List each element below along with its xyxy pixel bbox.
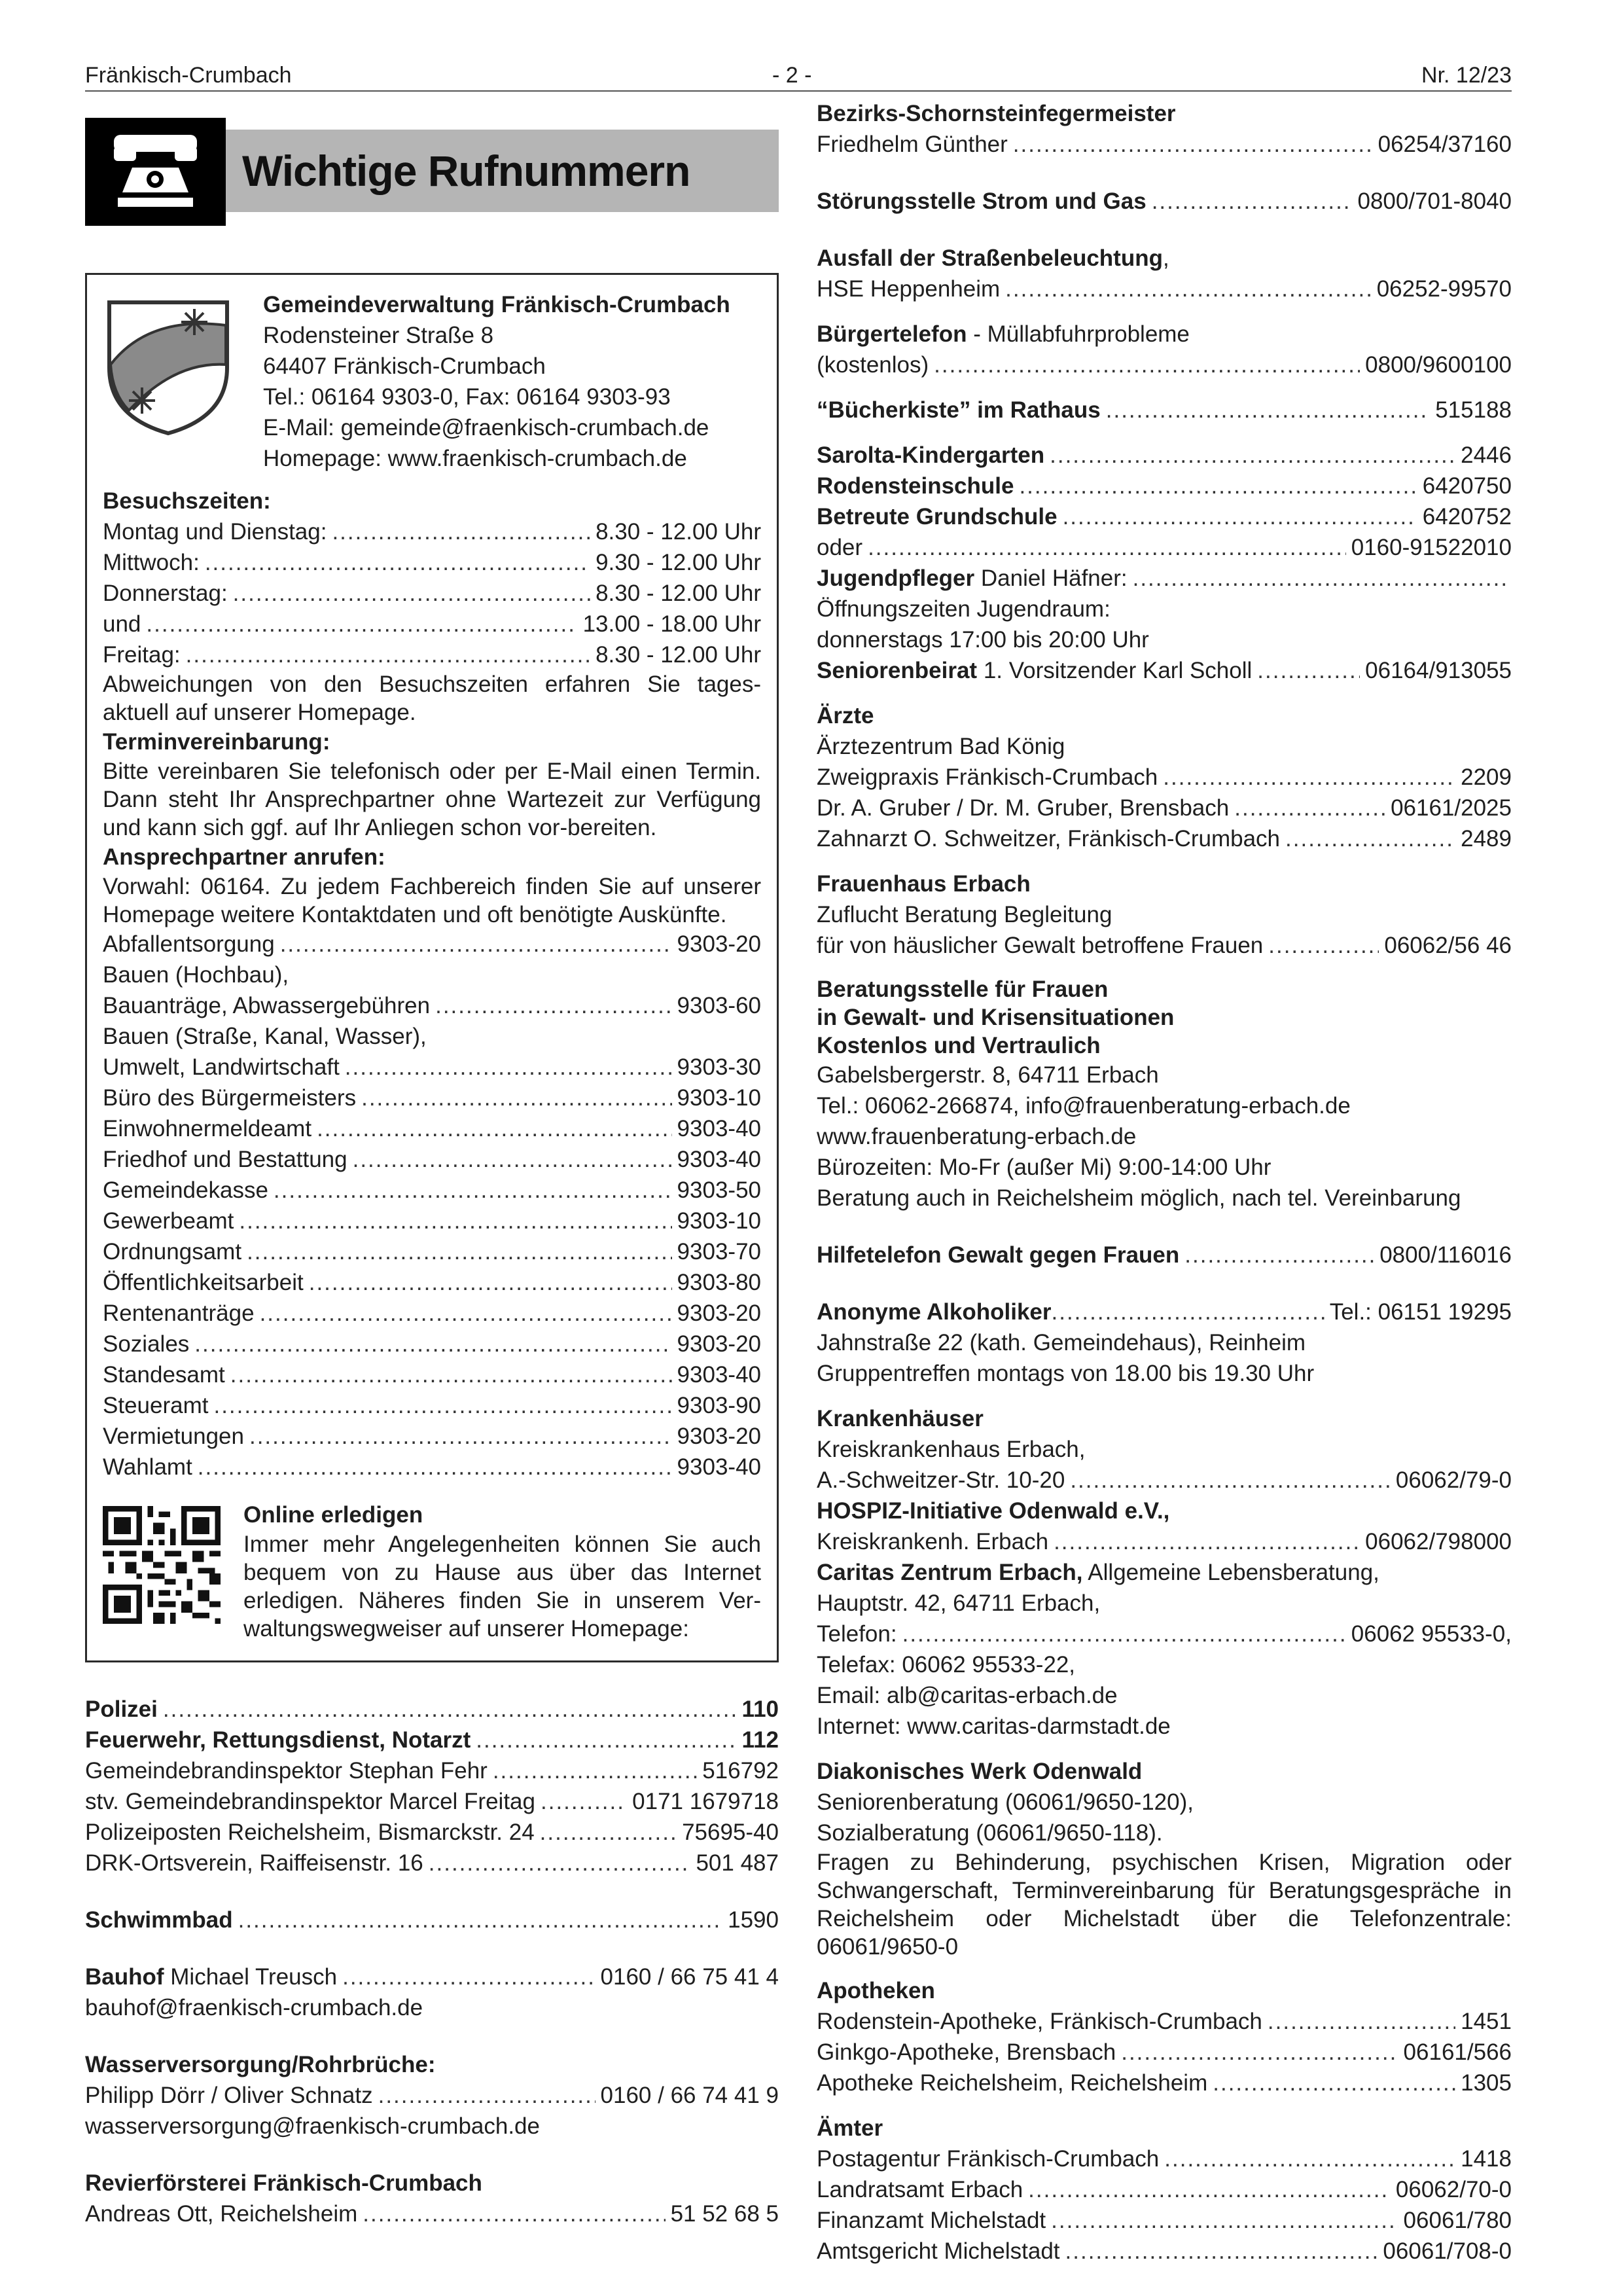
caritas-phone-row: Telefon: ..... 06062 95533-0,	[817, 1619, 1512, 1649]
gemeinde-header	[103, 289, 761, 486]
qr-code-icon[interactable]	[103, 1506, 221, 1624]
department-row: Soziales ..... 9303-20	[103, 1329, 761, 1359]
department-row: Steueramt ..... 9303-90	[103, 1390, 761, 1421]
besuchszeiten-heading: Besuchszeiten:	[103, 488, 271, 514]
amt-row: Finanzamt Michelstadt ..... 06061/780	[817, 2205, 1512, 2236]
bauhof-group	[85, 1962, 779, 2023]
fire-row: Feuerwehr, Rettungsdienst, Notarzt ..... 112	[85, 1725, 779, 1755]
senioren-row: Seniorenbeirat 1. Vorsitzender Karl Scholl ..... 06164/913055	[817, 655, 1512, 686]
department-list	[103, 929, 761, 1482]
jugend-line2: Öffnungszeiten Jugendraum:	[817, 596, 1111, 622]
schornstein-heading: Bezirks-Schornsteinfegermeister	[817, 101, 1176, 126]
stoerung-group	[817, 186, 1512, 217]
schwimmbad-row: Schwimmbad ..... 1590	[85, 1905, 779, 1935]
emergency-row: Gemeindebrandinspektor Stephan Fehr ..... 516792	[85, 1755, 779, 1786]
oder-row: oder ..... 0160-91522010	[817, 532, 1512, 563]
termin-text: Bitte vereinbaren Sie telefonisch oder per E-Mail einen Termin. Dann steht Ihr Ansprechpartner ohne Wartezeit zur Verfügung und kann sich ggf. auf Ihr Anliegen schon vor-bereiten.	[103, 759, 761, 840]
schornstein-group	[817, 98, 1512, 160]
stoerung-row: Störungsstelle Strom und Gas ..... 0800/701-8040	[817, 186, 1512, 217]
apotheke-row: Ginkgo-Apotheke, Brensbach ..... 06161/566	[817, 2037, 1512, 2068]
caritas-heading: Caritas Zentrum Erbach, Allgemeine Lebensberatung,	[817, 1560, 1379, 1585]
aerzte-row: Dr. A. Gruber / Dr. M. Gruber, Brensbach ..... 06161/2025	[817, 793, 1512, 823]
department-row: Rentenanträge ..... 9303-20	[103, 1298, 761, 1329]
aerzte-row: Zweigpraxis Fränkisch-Crumbach ..... 2209	[817, 762, 1512, 793]
buerger-heading: Bürgertelefon - Müllabfuhrprobleme	[817, 321, 1190, 347]
amt-row: Amtsgericht Michelstadt ..... 06061/708-0	[817, 2236, 1512, 2267]
beratung-heading-1: Beratungsstelle für Frauen	[817, 977, 1109, 1002]
bauhof-email: bauhof@fraenkisch-crumbach.de	[85, 1995, 423, 2020]
emergency-row: DRK-Ortsverein, Raiffeisenstr. 16 ..... 501 487	[85, 1848, 779, 1878]
kranken-row: A.-Schweitzer-Str. 10-20 ..... 06062/79-0	[817, 1465, 1512, 1496]
hours-row: und ..... 13.00 - 18.00 Uhr	[103, 609, 761, 639]
aa-line3: Gruppentreffen montags von 18.00 bis 19.30 Uhr	[817, 1361, 1315, 1386]
telephone-icon	[105, 127, 206, 217]
department-row: Standesamt ..... 9303-40	[103, 1359, 761, 1390]
hospiz-row: Kreiskrankenh. Erbach ..... 06062/798000	[817, 1526, 1512, 1557]
aa-row: Anonyme Alkoholiker ..... Tel.: 06151 19295	[817, 1297, 1512, 1327]
apotheken-heading: Apotheken	[817, 1978, 935, 2003]
beratung-line: Tel.: 06062-266874, info@frauenberatung-erbach.de	[817, 1093, 1351, 1119]
department-row: Öffentlichkeitsarbeit ..... 9303-80	[103, 1267, 761, 1298]
schwimmbad-group	[85, 1905, 779, 1935]
gemeinde-phone: Tel.: 06164 9303-0, Fax: 06164 9303-93	[263, 384, 671, 410]
section-banner	[85, 118, 779, 226]
frauenhaus-line1: Zuflucht Beratung Begleitung	[817, 902, 1112, 927]
kranken-line1: Kreiskrankenhaus Erbach,	[817, 1437, 1086, 1462]
aerzte-row: Zahnarzt O. Schweitzer, Fränkisch-Crumbach ..... 2489	[817, 823, 1512, 854]
telephone-icon-box	[85, 118, 226, 226]
beratung-heading-2: in Gewalt- und Krisensituationen	[817, 1005, 1175, 1030]
diakonie-heading: Diakonisches Werk Odenwald	[817, 1759, 1143, 1784]
running-head-left: Fränkisch-Crumbach	[85, 63, 292, 88]
apotheke-row: Apotheke Reichelsheim, Reichelsheim ..... 1305	[817, 2068, 1512, 2098]
department-row: Büro des Bürgermeisters ..... 9303-10	[103, 1083, 761, 1113]
hours-row: Freitag: ..... 8.30 - 12.00 Uhr	[103, 639, 761, 670]
kranken-heading: Krankenhäuser	[817, 1406, 984, 1431]
buecher-group	[817, 395, 1512, 425]
ansprech-text: Vorwahl: 06164. Zu jedem Fachbereich finden Sie auf unserer Homepage weitere Kontaktdaten und oft benötigte Auskünfte.	[103, 874, 761, 927]
diakonie-line2: Sozialberatung (06061/9650-118).	[817, 1820, 1163, 1846]
wasser-row: Philipp Dörr / Oliver Schnatz ..... 0160 / 66 74 41 9	[85, 2080, 779, 2111]
aa-line2: Jahnstraße 22 (kath. Gemeindehaus), Reinheim	[817, 1330, 1306, 1355]
frauenhaus-group	[817, 869, 1512, 961]
beratung-group	[817, 975, 1512, 1213]
caritas-internet: Internet: www.caritas-darmstadt.de	[817, 1713, 1171, 1739]
revier-row: Andreas Ott, Reichelsheim ..... 51 52 68 5	[85, 2198, 779, 2229]
online-section	[103, 1499, 761, 1643]
bauhof-row: Bauhof Michael Treusch ..... 0160 / 66 75 41 4	[85, 1962, 779, 1992]
emergency-row: stv. Gemeindebrandinspektor Marcel Freitag ..... 0171 1679718	[85, 1786, 779, 1817]
aa-group	[817, 1297, 1512, 1389]
termin-heading: Terminvereinbarung:	[103, 729, 330, 755]
running-head	[85, 63, 1512, 90]
aemter-group	[817, 2113, 1512, 2267]
besuchszeiten-note: Abweichungen von den Besuchszeiten erfahren Sie tages-aktuell auf unserer Homepage.	[103, 672, 761, 725]
kita-row: Sarolta-Kindergarten ..... 2446	[817, 440, 1512, 471]
gemeinde-street: Rodensteiner Straße 8	[263, 323, 494, 348]
revier-group	[85, 2168, 779, 2229]
strassen-group	[817, 243, 1512, 304]
diakonie-text: Fragen zu Behinderung, psychischen Krisen, Migration oder Schwangerschaft, Terminvereinbarung für Beratungsgespräche in Reichelsheim oder Michelstadt über die Telefonzentrale: 06061/9650-0	[817, 1850, 1512, 1960]
schulen-group	[817, 440, 1512, 686]
page-number: - 2 -	[772, 63, 812, 88]
gemeinde-name: Gemeindeverwaltung Fränkisch-Crumbach	[263, 292, 730, 317]
frauenhaus-heading: Frauenhaus Erbach	[817, 871, 1031, 897]
hilfe-row: Hilfetelefon Gewalt gegen Frauen ..... 0800/116016	[817, 1240, 1512, 1270]
department-row: Bauen (Hochbau),	[103, 962, 289, 988]
department-row: Ordnungsamt ..... 9303-70	[103, 1236, 761, 1267]
amt-row: Landratsamt Erbach ..... 06062/70-0	[817, 2174, 1512, 2205]
gemeinde-box	[85, 273, 779, 1662]
gemeinde-city: 64407 Fränkisch-Crumbach	[263, 353, 546, 379]
beratung-line: www.frauenberatung-erbach.de	[817, 1124, 1137, 1149]
left-column	[85, 118, 779, 2229]
department-row: Bauen (Straße, Kanal, Wasser),	[103, 1024, 427, 1049]
hospiz-heading: HOSPIZ-Initiative Odenwald e.V.,	[817, 1498, 1170, 1524]
frauenhaus-row: für von häuslicher Gewalt betroffene Frauen ..... 06062/56 46	[817, 930, 1512, 961]
diakonie-group	[817, 1756, 1512, 1961]
online-heading: Online erledigen	[243, 1502, 423, 1528]
hours-row: Montag und Dienstag: ..... 8.30 - 12.00 Uhr	[103, 516, 761, 547]
department-row: Gewerbeamt ..... 9303-10	[103, 1206, 761, 1236]
hilfe-group	[817, 1240, 1512, 1270]
right-column	[817, 98, 1512, 2267]
schornstein-row: Friedhelm Günther ..... 06254/37160	[817, 129, 1512, 160]
buerger-group	[817, 319, 1512, 380]
emergency-row: Polizeiposten Reichelsheim, Bismarckstr. 24 ..... 75695-40	[85, 1817, 779, 1848]
strassen-row: HSE Heppenheim ..... 06252-99570	[817, 274, 1512, 304]
schule-row: Rodensteinschule ..... 6420750	[817, 471, 1512, 501]
diakonie-line1: Seniorenberatung (06061/9650-120),	[817, 1789, 1194, 1815]
department-row: Wahlamt ..... 9303-40	[103, 1452, 761, 1482]
department-row: Vermietungen ..... 9303-20	[103, 1421, 761, 1452]
betreut-row: Betreute Grundschule ..... 6420752	[817, 501, 1512, 532]
aerzte-sub: Ärztezentrum Bad König	[817, 734, 1065, 759]
wasser-group	[85, 2049, 779, 2142]
wasser-email: wasserversorgung@fraenkisch-crumbach.de	[85, 2113, 540, 2139]
beratung-heading-3: Kostenlos und Vertraulich	[817, 1033, 1101, 1058]
amt-row: Postagentur Fränkisch-Crumbach ..... 1418	[817, 2144, 1512, 2174]
department-row: Abfallentsorgung ..... 9303-20	[103, 929, 761, 960]
buecher-row: “Bücherkiste” im Rathaus ..... 515188	[817, 395, 1512, 425]
department-row: Bauanträge, Abwassergebühren ..... 9303-60	[103, 990, 761, 1021]
beratung-line: Bürozeiten: Mo-Fr (außer Mi) 9:00-14:00 Uhr	[817, 1155, 1271, 1180]
ansprech-heading: Ansprechpartner anrufen:	[103, 844, 385, 870]
apotheken-group	[817, 1975, 1512, 2098]
strassen-heading: Ausfall der Straßenbeleuchtung,	[817, 245, 1169, 271]
gemeinde-email: E-Mail: gemeinde@fraenkisch-crumbach.de	[263, 415, 709, 440]
online-text: Immer mehr Angelegenheiten können Sie auch bequem von zu Hause aus über das Internet erledigen. Näheres finden Sie in unserem Ver-waltungswegweiser auf unserer Homepage:	[243, 1532, 761, 1641]
jugend-row: Jugendpfleger Daniel Häfner: .....	[817, 563, 1512, 594]
buerger-row: (kostenlos) ..... 0800/9600100	[817, 350, 1512, 380]
caritas-email: Email: alb@caritas-erbach.de	[817, 1683, 1118, 1708]
emergency-group	[85, 1694, 779, 1878]
aerzte-heading: Ärzte	[817, 703, 874, 728]
apotheke-row: Rodenstein-Apotheke, Fränkisch-Crumbach ..... 1451	[817, 2006, 1512, 2037]
caritas-address: Hauptstr. 42, 64711 Erbach,	[817, 1590, 1101, 1616]
hours-row: Donnerstag: ..... 8.30 - 12.00 Uhr	[103, 578, 761, 609]
department-row: Gemeindekasse ..... 9303-50	[103, 1175, 761, 1206]
aemter-heading: Ämter	[817, 2115, 883, 2141]
jugend-line3: donnerstags 17:00 bis 20:00 Uhr	[817, 627, 1149, 653]
police-row: Polizei ..... 110	[85, 1694, 779, 1725]
department-row: Friedhof und Bestattung ..... 9303-40	[103, 1144, 761, 1175]
caritas-fax: Telefax: 06062 95533-22,	[817, 1652, 1076, 1677]
beratung-line: Beratung auch in Reichelsheim möglich, nach tel. Vereinbarung	[817, 1185, 1461, 1211]
header-rule	[85, 90, 1512, 92]
kranken-group	[817, 1403, 1512, 1742]
besuchszeiten-list	[103, 516, 761, 670]
department-row: Einwohnermeldeamt ..... 9303-40	[103, 1113, 761, 1144]
page-title: Wichtige Rufnummern	[242, 147, 690, 195]
coat-of-arms-icon	[103, 296, 234, 437]
department-row: Umwelt, Landwirtschaft ..... 9303-30	[103, 1052, 761, 1083]
gemeinde-homepage: Homepage: www.fraenkisch-crumbach.de	[263, 446, 687, 471]
aerzte-group	[817, 700, 1512, 854]
issue-number: Nr. 12/23	[1421, 63, 1512, 88]
wasser-heading: Wasserversorgung/Rohrbrüche:	[85, 2052, 436, 2077]
beratung-line: Gabelsbergerstr. 8, 64711 Erbach	[817, 1062, 1159, 1088]
revier-heading: Revierförsterei Fränkisch-Crumbach	[85, 2170, 482, 2196]
hours-row: Mittwoch: ..... 9.30 - 12.00 Uhr	[103, 547, 761, 578]
